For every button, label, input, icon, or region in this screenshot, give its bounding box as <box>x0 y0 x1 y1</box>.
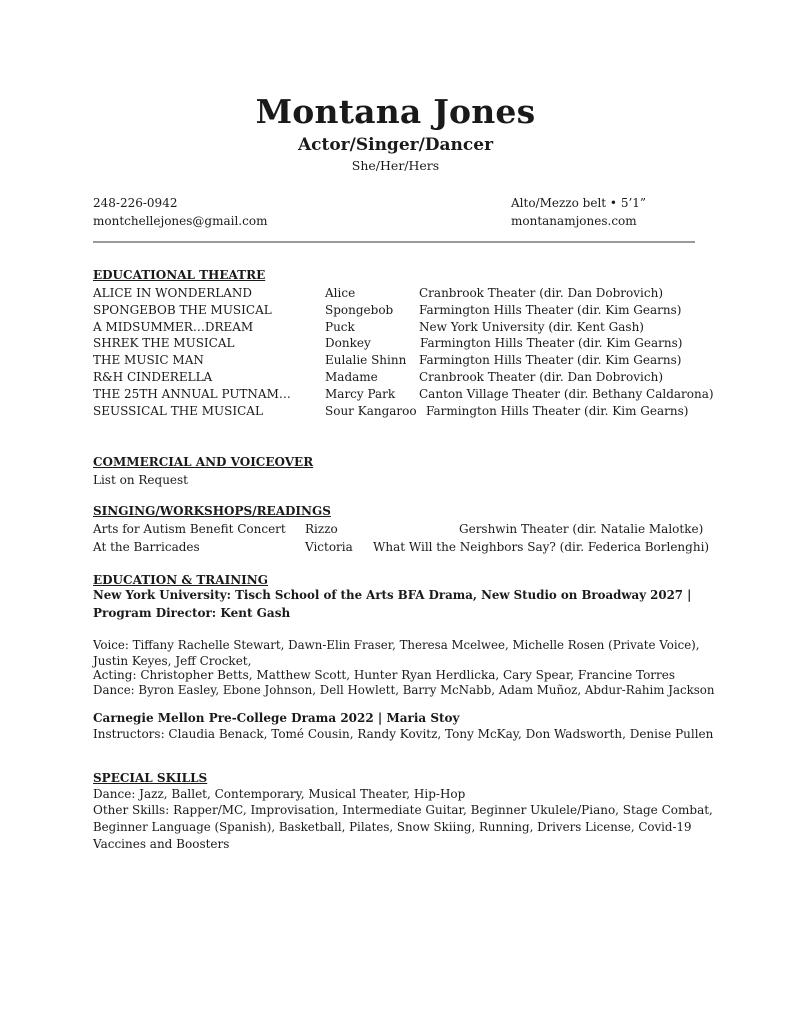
role: Marcy Park <box>325 387 396 401</box>
section-heading-educational-theatre: EDUCATIONAL THEATRE <box>93 268 266 282</box>
phone: 248-226-0942 <box>93 196 178 210</box>
table-row <box>0 370 791 387</box>
email: montchellejones@gmail.com <box>93 214 268 228</box>
role: Victoria <box>305 540 353 554</box>
venue: Canton Village Theater (dir. Bethany Caldarona) <box>419 387 714 401</box>
table-row <box>0 387 791 404</box>
other-skills-cont: Beginner Language (Spanish), Basketball, Pilates, Snow Skiing, Running, Drivers License, Covid-19 <box>93 820 692 834</box>
show-title: R&H CINDERELLA <box>93 370 213 384</box>
show-title: SPONGEBOB THE MUSICAL <box>93 303 272 317</box>
header-divider <box>93 241 695 243</box>
table-row <box>0 353 791 370</box>
cmu-instructors: Instructors: Claudia Benack, Tomé Cousin, Randy Kovitz, Tony McKay, Don Wadsworth, Denise Pullen <box>93 727 714 741</box>
role: Sour Kangaroo <box>325 404 417 418</box>
show-title: THE 25TH ANNUAL PUTNAM… <box>93 387 291 401</box>
venue: Farmington Hills Theater (dir. Kim Gearns) <box>420 336 683 350</box>
resume-title: Actor/Singer/Dancer <box>297 135 494 155</box>
other-skills-cont2: Vaccines and Boosters <box>93 837 230 851</box>
section-heading-education: EDUCATION & TRAINING <box>93 573 269 587</box>
show-title: A MIDSUMMER…DREAM <box>93 320 254 334</box>
role: Madame <box>325 370 378 384</box>
show-title: SHREK THE MUSICAL <box>93 336 235 350</box>
show-title: ALICE IN WONDERLAND <box>93 286 253 300</box>
school-line: New York University: Tisch School of the Arts BFA Drama, New Studio on Broadway 2027 | <box>93 588 692 602</box>
commercial-text: List on Request <box>93 473 188 487</box>
venue: Cranbrook Theater (dir. Dan Dobrovich) <box>419 370 664 384</box>
table-row <box>0 320 791 337</box>
venue: Gershwin Theater (dir. Natalie Malotke) <box>459 522 704 536</box>
dance-teachers: Dance: Byron Easley, Ebone Johnson, Dell Howlett, Barry McNabb, Adam Muñoz, Abdur-Rahim Jackson <box>93 683 715 697</box>
show-title: SEUSSICAL THE MUSICAL <box>93 404 263 418</box>
venue: Cranbrook Theater (dir. Dan Dobrovich) <box>419 286 664 300</box>
section-heading-special-skills: SPECIAL SKILLS <box>93 771 208 785</box>
acting-teachers: Acting: Christopher Betts, Matthew Scott, Hunter Ryan Herdlicka, Cary Spear, Francine Torres <box>93 668 676 682</box>
venue: Farmington Hills Theater (dir. Kim Gearns) <box>426 404 689 418</box>
role: Alice <box>325 286 356 300</box>
table-row <box>0 286 791 303</box>
role: Donkey <box>325 336 371 350</box>
section-heading-singing: SINGING/WORKSHOPS/READINGS <box>93 504 331 518</box>
table-row <box>0 303 791 320</box>
cmu-program: Carnegie Mellon Pre-College Drama 2022 | Maria Stoy <box>93 711 460 725</box>
role: Rizzo <box>305 522 338 536</box>
table-row <box>0 336 791 353</box>
pronouns: She/Her/Hers <box>351 158 440 173</box>
venue: Farmington Hills Theater (dir. Kim Gearns) <box>419 303 682 317</box>
role: Spongebob <box>325 303 394 317</box>
voice-height: Alto/Mezzo belt • 5’1” <box>511 196 647 210</box>
table-row <box>0 522 791 539</box>
venue: Farmington Hills Theater (dir. Kim Gearns) <box>419 353 682 367</box>
resume-name: Montana Jones <box>255 92 536 131</box>
event-title: Arts for Autism Benefit Concert <box>93 522 286 536</box>
table-row <box>0 540 791 557</box>
other-skills: Other Skills: Rapper/MC, Improvisation, Intermediate Guitar, Beginner Ukulele/Piano, Stage Combat, <box>93 803 713 817</box>
dance-skills: Dance: Jazz, Ballet, Contemporary, Musical Theater, Hip-Hop <box>93 787 466 801</box>
role: Puck <box>325 320 355 334</box>
voice-teachers: Voice: Tiffany Rachelle Stewart, Dawn-Elin Fraser, Theresa Mcelwee, Michelle Rosen (Private Voice), <box>93 638 700 652</box>
venue: New York University (dir. Kent Gash) <box>419 320 644 334</box>
venue: What Will the Neighbors Say? (dir. Federica Borlenghi) <box>373 540 710 554</box>
section-heading-commercial: COMMERCIAL AND VOICEOVER <box>93 455 314 469</box>
role: Eulalie Shinn <box>325 353 407 367</box>
show-title: THE MUSIC MAN <box>93 353 204 367</box>
voice-teachers-cont: Justin Keyes, Jeff Crocket, <box>93 654 252 668</box>
program-director: Program Director: Kent Gash <box>93 606 291 620</box>
website: montanamjones.com <box>511 214 637 228</box>
table-row <box>0 404 791 421</box>
event-title: At the Barricades <box>93 540 200 554</box>
